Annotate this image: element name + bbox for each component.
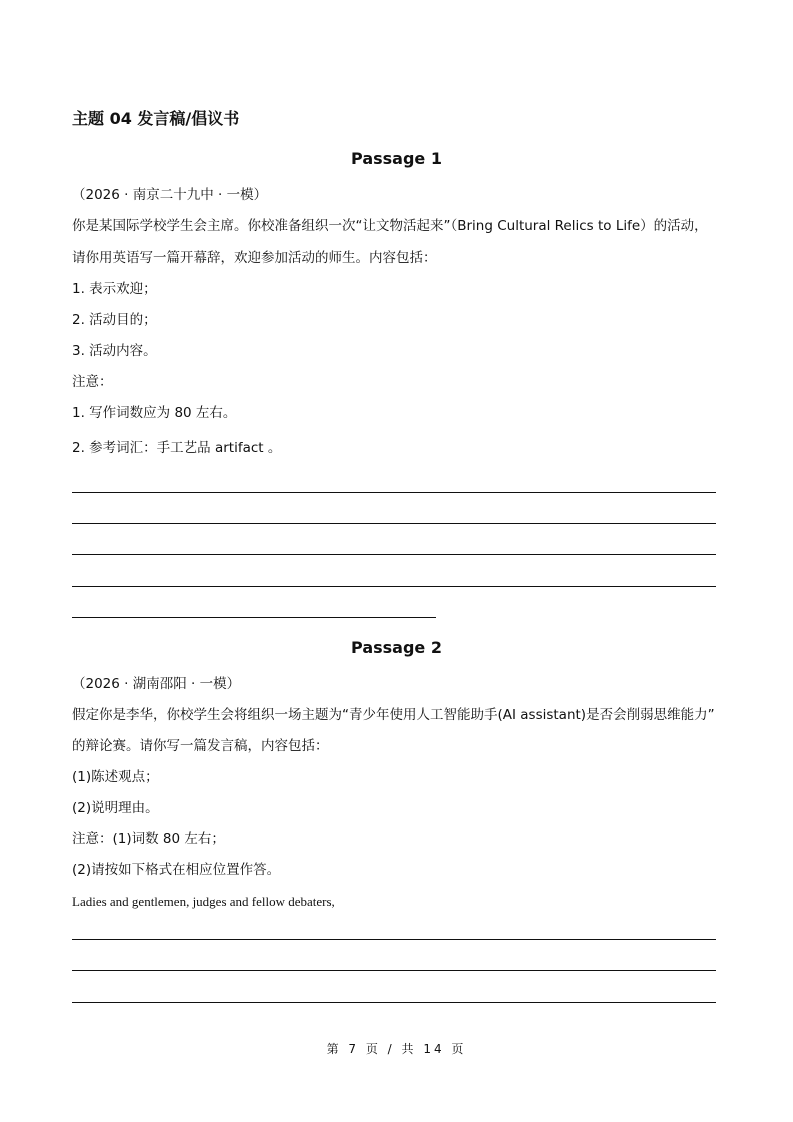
answer-line — [72, 492, 716, 493]
topic-heading: 主题 04 发言稿/倡议书 — [72, 109, 240, 128]
passage-1-source: （2026 · 南京二十九中 · 一模） — [72, 187, 268, 203]
passage-1-item: 3. 活动内容。 — [72, 343, 157, 359]
passage-1-prompt-line-1: 你是某国际学校学生会主席。你校准备组织一次“让文物活起来”（Bring Cultural Relics to Life）的活动， — [72, 218, 708, 234]
passage-2-note: (2)请按如下格式在相应位置作答。 — [72, 862, 281, 878]
answer-line — [72, 1002, 716, 1003]
passage-2-note: 注意：(1)词数 80 左右； — [72, 831, 225, 847]
passage-2-starter: Ladies and gentlemen, judges and fellow debaters, — [72, 894, 335, 909]
passage-2-title: Passage 2 — [351, 638, 442, 657]
passage-1-note: 1. 写作词数应为 80 左右。 — [72, 405, 237, 421]
passage-1-notes-label: 注意： — [72, 374, 113, 390]
passage-1-prompt-line-2: 请你用英语写一篇开幕辞，欢迎参加活动的师生。内容包括： — [72, 250, 437, 266]
passage-2-item: (1)陈述观点； — [72, 769, 159, 785]
passage-1-note: 2. 参考词汇：手工艺品 artifact 。 — [72, 440, 282, 456]
answer-line — [72, 586, 716, 587]
passage-2-prompt-line-2: 的辩论赛。请你写一篇发言稿，内容包括： — [72, 738, 329, 754]
passage-1-item: 1. 表示欢迎； — [72, 281, 157, 297]
passage-1-item: 2. 活动目的； — [72, 312, 157, 328]
passage-2-prompt-line-1: 假定你是李华，你校学生会将组织一场主题为“青少年使用人工智能助手(AI assistant)是否会削弱思维能力” — [72, 707, 715, 723]
passage-2-source: （2026 · 湖南邵阳 · 一模） — [72, 676, 241, 692]
page-number: 第 7 页 / 共 14 页 — [326, 1042, 467, 1056]
answer-line — [72, 554, 716, 555]
answer-line — [72, 523, 716, 524]
passage-2-item: (2)说明理由。 — [72, 800, 159, 816]
answer-line — [72, 970, 716, 971]
answer-line-short — [72, 617, 436, 618]
passage-1-title: Passage 1 — [351, 149, 442, 168]
answer-line — [72, 939, 716, 940]
